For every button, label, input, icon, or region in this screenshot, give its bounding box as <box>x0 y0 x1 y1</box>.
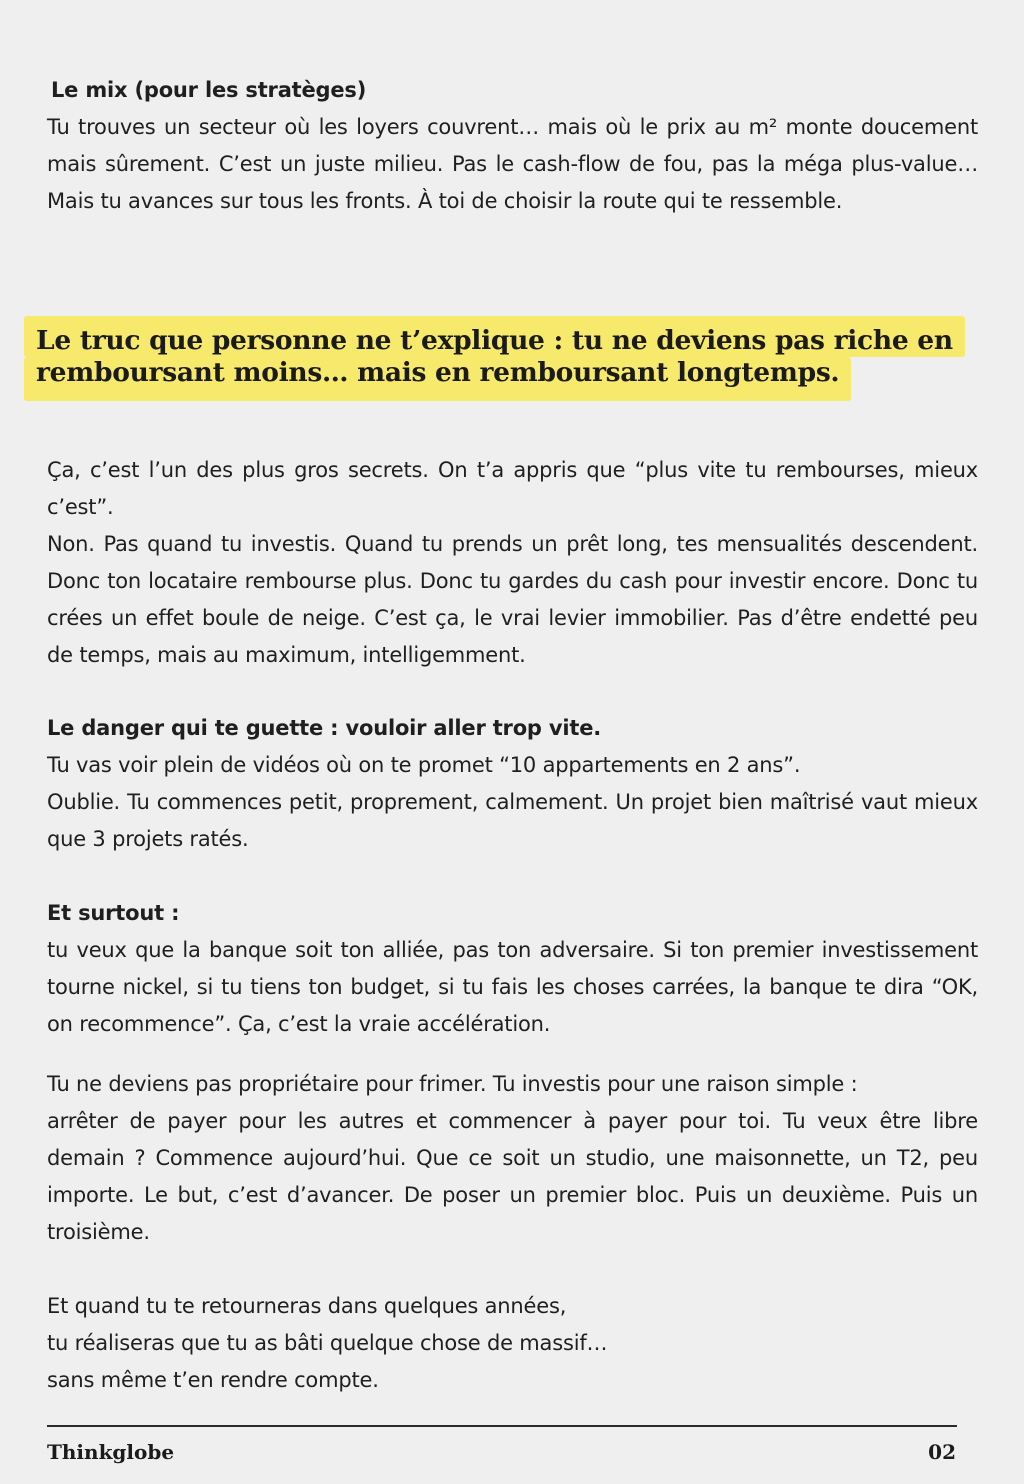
paragraph: Tu trouves un secteur où les loyers couvrent… mais où le prix au m² monte doucement mais sûrement. C’est un juste milieu. Pas le cash-flow de fou, pas la méga plus-value… Mais tu avances sur tous les fronts. À toi de choisir la route qui te ressemble. <box>47 115 978 213</box>
section-heading: Et surtout : <box>47 901 180 925</box>
section-mix <box>47 72 978 220</box>
section-heading: Le mix (pour les stratèges) <box>51 78 367 102</box>
section-danger <box>47 710 978 858</box>
section-secret <box>47 452 978 674</box>
section-heading: Le danger qui te guette : vouloir aller trop vite. <box>47 716 602 740</box>
paragraph-line: Tu vas voir plein de vidéos où on te promet “10 appartements en 2 ans”. <box>47 753 801 777</box>
highlighted-callout <box>24 316 953 401</box>
paragraph: arrêter de payer pour les autres et commencer à payer pour toi. Tu veux être libre demain ? Commence aujourd’hui. Que ce soit un studio, une maisonnette, un T2, peu importe. Le but, c’est d’avancer. De poser un premier bloc. Puis un deuxième. Puis un troisième. <box>47 1109 978 1244</box>
section-proprietaire <box>47 1066 978 1251</box>
paragraph-line: Et quand tu te retourneras dans quelques années, <box>47 1294 567 1318</box>
paragraph-line: Tu ne deviens pas propriétaire pour frimer. Tu investis pour une raison simple : <box>47 1072 858 1096</box>
footer-brand: Thinkglobe <box>47 1440 175 1464</box>
callout-line: Le truc que personne ne t’explique : tu ne deviens pas riche en <box>24 316 965 357</box>
paragraph: Ça, c’est l’un des plus gros secrets. On t’a appris que “plus vite tu rembourses, mieux c’est”. <box>47 458 978 519</box>
paragraph: Non. Pas quand tu investis. Quand tu prends un prêt long, tes mensualités descendent. Donc ton locataire rembourse plus. Donc tu gardes du cash pour investir encore. Donc tu crées un effet boule de neige. C’est ça, le vrai levier immobilier. Pas d’être endetté peu de temps, mais au maximum, intelligemment. <box>47 532 978 667</box>
page-number: 02 <box>928 1440 956 1464</box>
paragraph-line: tu réaliseras que tu as bâti quelque chose de massif… <box>47 1331 608 1355</box>
callout-line: remboursant moins… mais en remboursant longtemps. <box>24 357 851 401</box>
footer-divider <box>47 1425 957 1427</box>
paragraph-line: sans même t’en rendre compte. <box>47 1368 379 1392</box>
section-conclusion <box>47 1288 978 1399</box>
paragraph: Oublie. Tu commences petit, proprement, calmement. Un projet bien maîtrisé vaut mieux que 3 projets ratés. <box>47 790 978 851</box>
paragraph: tu veux que la banque soit ton alliée, pas ton adversaire. Si ton premier investissement tourne nickel, si tu tiens ton budget, si tu fais les choses carrées, la banque te dira “OK, on recommence”. Ça, c’est la vraie accélération. <box>47 938 978 1036</box>
section-surtout <box>47 895 978 1043</box>
